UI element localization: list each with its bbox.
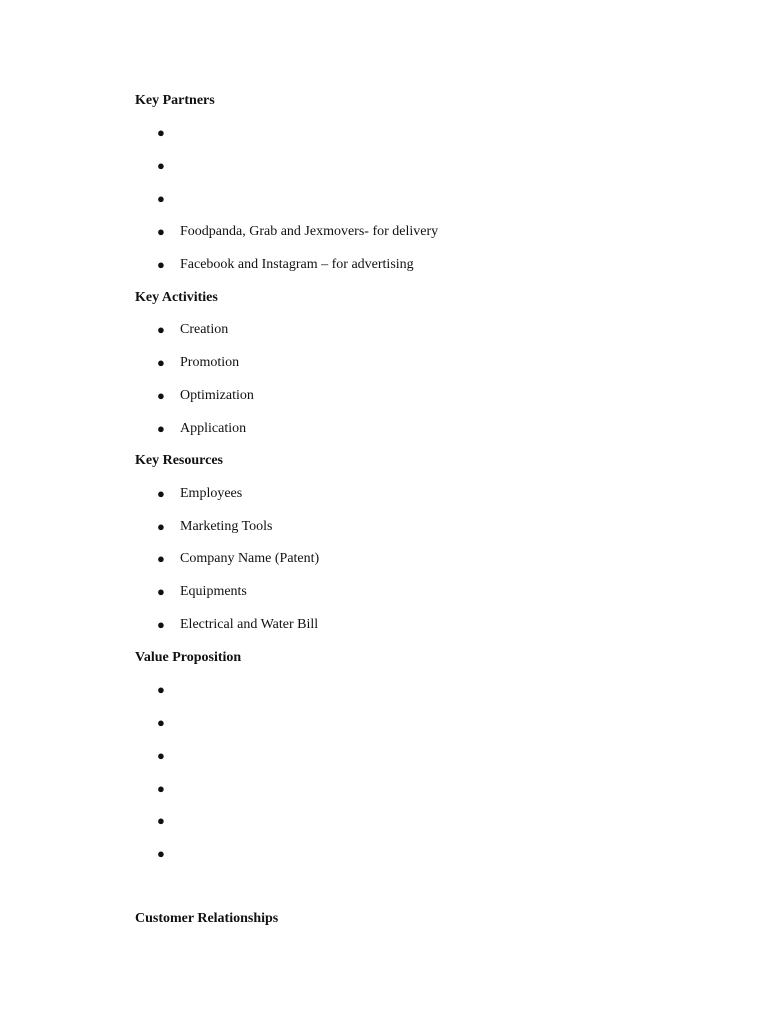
list-item [0, 519, 768, 535]
section-heading-customer-relationships: Customer Relationships [135, 911, 279, 926]
list-item [0, 682, 768, 698]
list-item-text: Employees [180, 486, 243, 501]
list-item [0, 781, 768, 797]
bullet-icon: ● [157, 748, 165, 763]
bullet-icon: ● [157, 125, 165, 140]
list-item-text: Facebook and Instagram – for advertising [180, 257, 414, 272]
section-heading-key-partners: Key Partners [135, 93, 215, 108]
bullet-icon: ● [157, 257, 165, 272]
list-item [0, 584, 768, 600]
list-item [0, 813, 768, 829]
bullet-icon: ● [157, 519, 165, 534]
bullet-icon: ● [157, 682, 165, 697]
list-item-text: Creation [180, 322, 229, 337]
bullet-icon: ● [157, 846, 165, 861]
list-item [0, 748, 768, 764]
bullet-icon: ● [157, 158, 165, 173]
list-item [0, 125, 768, 141]
list-item-text: Promotion [180, 355, 240, 370]
list-item [0, 421, 768, 437]
bullet-icon: ● [157, 191, 165, 206]
list-item-text: Electrical and Water Bill [180, 617, 319, 632]
list-item [0, 715, 768, 731]
bullet-icon: ● [157, 388, 165, 403]
list-item [0, 388, 768, 404]
list-item [0, 617, 768, 633]
list-item-text: Application [180, 421, 247, 436]
list-item-text: Marketing Tools [180, 519, 273, 534]
bullet-icon: ● [157, 421, 165, 436]
list-item [0, 158, 768, 174]
bullet-icon: ● [157, 486, 165, 501]
bullet-icon: ● [157, 715, 165, 730]
list-item [0, 846, 768, 862]
bullet-icon: ● [157, 617, 165, 632]
list-item [0, 257, 768, 273]
section-heading-key-activities: Key Activities [135, 290, 218, 305]
list-item [0, 551, 768, 567]
list-item [0, 486, 768, 502]
list-item-text: Foodpanda, Grab and Jexmovers- for delivery [180, 224, 439, 239]
list-item [0, 355, 768, 371]
list-item-text: Equipments [180, 584, 247, 599]
bullet-icon: ● [157, 551, 165, 566]
list-item-text: Company Name (Patent) [180, 551, 320, 566]
section-heading-key-resources: Key Resources [135, 453, 223, 468]
bullet-icon: ● [157, 813, 165, 828]
list-item-text: Optimization [180, 388, 254, 403]
bullet-icon: ● [157, 224, 165, 239]
list-item [0, 191, 768, 207]
bullet-icon: ● [157, 584, 165, 599]
bullet-icon: ● [157, 322, 165, 337]
bullet-icon: ● [157, 355, 165, 370]
section-heading-value-proposition: Value Proposition [135, 650, 242, 665]
list-item [0, 224, 768, 240]
list-item [0, 322, 768, 338]
bullet-icon: ● [157, 781, 165, 796]
